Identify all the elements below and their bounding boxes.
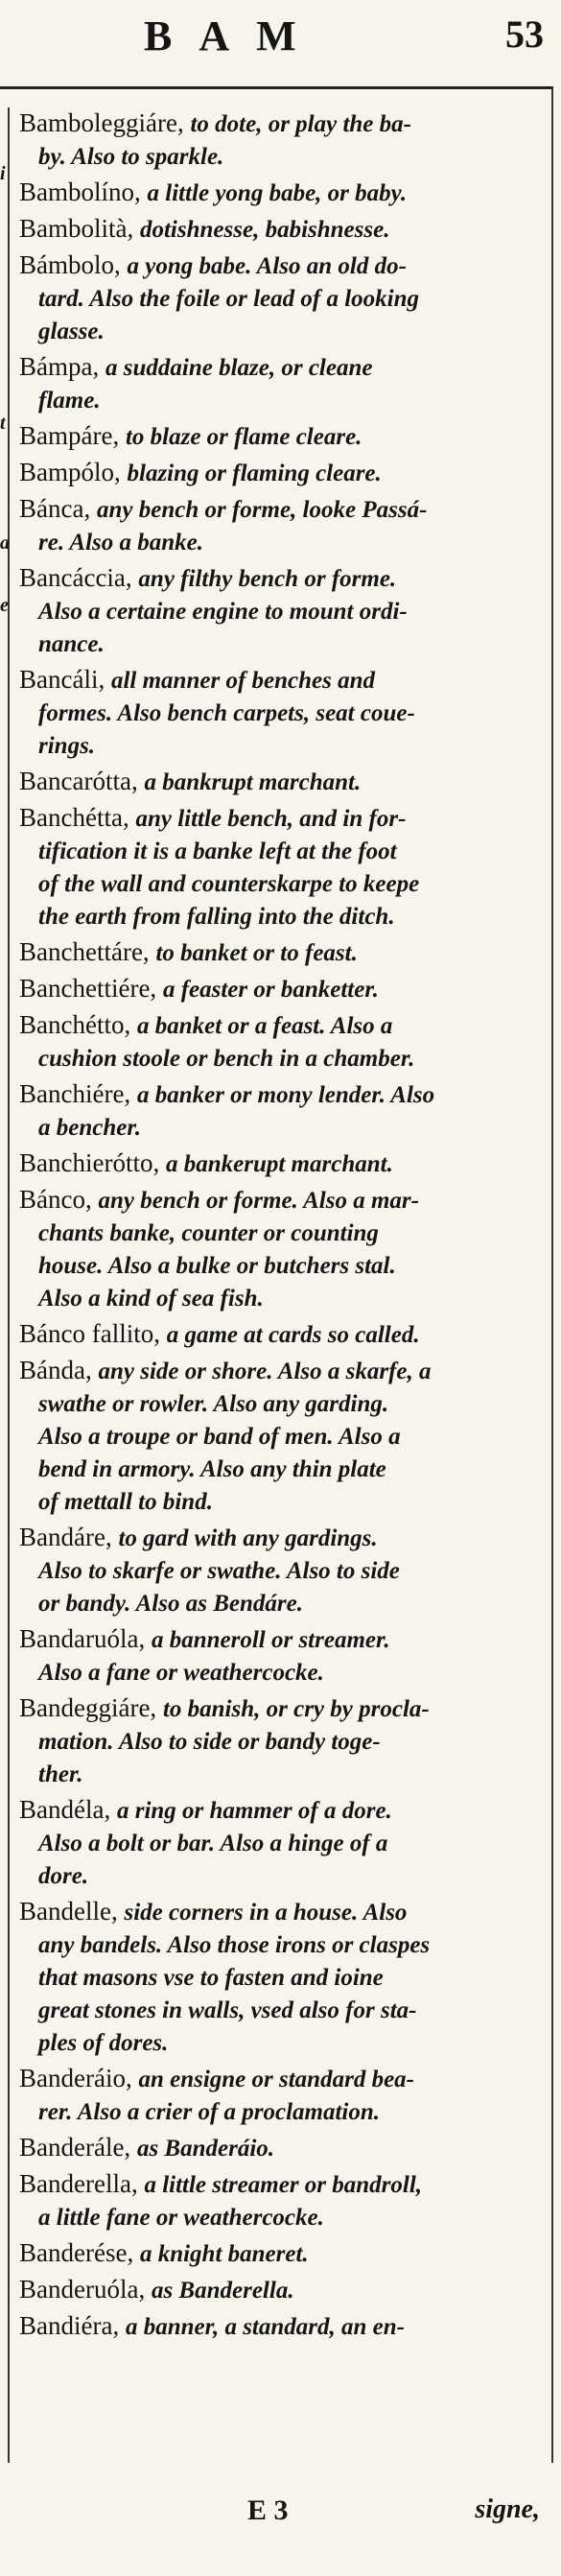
- entry-line: [19, 2237, 548, 2270]
- definition-text: a yong babe. Also an old do-: [127, 253, 407, 279]
- dictionary-entry: [19, 1078, 548, 1144]
- entry-line: [19, 1794, 548, 1827]
- entry-line: [19, 1453, 548, 1485]
- margin-fragment: a: [0, 532, 10, 554]
- definition-text: of mettall to bind.: [38, 1489, 213, 1515]
- definition-text: bend in armory. Also any thin plate: [38, 1456, 386, 1482]
- margin-fragment: i: [0, 163, 6, 184]
- right-column-rule: [551, 88, 553, 2463]
- definition-text: house. Also a bulke or butchers stal.: [38, 1253, 396, 1279]
- entry-line: [19, 1896, 548, 1928]
- headword: Banchiére,: [19, 1079, 131, 1108]
- headword: Banchierótto,: [19, 1148, 160, 1177]
- definition-text: to blaze or flame cleare.: [125, 424, 362, 450]
- entry-line: [19, 282, 548, 315]
- definition-text: any little bench, and in for-: [135, 806, 407, 832]
- definition-text: cushion stoole or bench in a chamber.: [38, 1046, 415, 1072]
- headword: Bánco,: [19, 1185, 92, 1214]
- definition-text: a bankerupt marchant.: [165, 1151, 393, 1177]
- entry-line: [19, 384, 548, 416]
- entry-line: [19, 249, 548, 282]
- entry-line: [19, 315, 548, 347]
- definition-text: a ring or hammer of a dore.: [116, 1798, 392, 1824]
- definition-text: ples of dores.: [38, 2030, 169, 2056]
- entry-line: [19, 1217, 548, 1249]
- dictionary-entry: [19, 213, 548, 246]
- headword: Bandéla,: [19, 1795, 111, 1824]
- entry-line: [19, 1009, 548, 1042]
- dictionary-entries: [19, 107, 548, 2347]
- headword: Banchétto,: [19, 1010, 131, 1039]
- definition-text: to dote, or play the ba-: [190, 111, 411, 137]
- headword: Bandiéra,: [19, 2311, 120, 2340]
- entry-line: [19, 1827, 548, 1859]
- definition-text: chants banke, counter or counting: [38, 1220, 379, 1246]
- definition-text: dore.: [38, 1863, 89, 1889]
- definition-text: an ensigne or standard bea-: [138, 2067, 414, 2092]
- entry-line: [19, 2274, 548, 2306]
- definition-text: re. Also a banke.: [38, 530, 203, 555]
- entry-line: [19, 562, 548, 595]
- definition-text: great stones in walls, vsed also for sta-: [38, 1997, 417, 2023]
- dictionary-entry: [19, 2132, 548, 2164]
- entry-line: [19, 1656, 548, 1689]
- definition-text: to banish, or cry by procla-: [162, 1696, 430, 1722]
- definition-text: a bankrupt marchant.: [144, 769, 362, 795]
- headword: Bandeggiáre,: [19, 1693, 157, 1722]
- definition-text: a banner, a standard, an en-: [125, 2314, 405, 2340]
- entry-line: [19, 973, 548, 1005]
- entry-line: [19, 1042, 548, 1075]
- entry-line: [19, 1249, 548, 1282]
- entry-line: [19, 493, 548, 526]
- dictionary-entry: [19, 1623, 548, 1689]
- definition-text: rer. Also a crier of a proclamation.: [38, 2099, 381, 2125]
- definition-text: that masons vse to fasten and ioine: [38, 1965, 384, 1991]
- catchword: signe,: [475, 2494, 540, 2524]
- headword: Bancáli,: [19, 665, 105, 694]
- dictionary-entry: [19, 802, 548, 933]
- definition-text: flame.: [38, 388, 101, 414]
- headword: Bánda,: [19, 1356, 92, 1384]
- entry-line: [19, 1318, 548, 1351]
- definition-text: nance.: [38, 631, 105, 657]
- headword: Bambolíno,: [19, 177, 141, 206]
- definition-text: as Banderáio.: [136, 2136, 275, 2162]
- entry-line: [19, 697, 548, 729]
- dictionary-entry: [19, 562, 548, 660]
- entry-line: [19, 1554, 548, 1587]
- dictionary-entry: [19, 1355, 548, 1518]
- headword: Banchétta,: [19, 803, 129, 832]
- headword: Banderuóla,: [19, 2275, 146, 2304]
- headword: Banchettiére,: [19, 974, 157, 1003]
- dictionary-entry: [19, 457, 548, 489]
- definition-text: a suddaine blaze, or cleane: [105, 355, 373, 381]
- dictionary-entry: [19, 936, 548, 969]
- dictionary-entry: [19, 420, 548, 453]
- dictionary-entry: [19, 766, 548, 798]
- entry-line: [19, 1994, 548, 2026]
- headword: Bandelle,: [19, 1897, 118, 1926]
- definition-text: by. Also to sparkle.: [38, 144, 224, 170]
- entry-line: [19, 2063, 548, 2095]
- dictionary-entry: [19, 1794, 548, 1892]
- dictionary-entry: [19, 973, 548, 1005]
- entry-line: [19, 627, 548, 660]
- entry-line: [19, 2026, 548, 2059]
- entry-line: [19, 1623, 548, 1656]
- dictionary-entry: [19, 493, 548, 558]
- running-header: [0, 0, 561, 86]
- headword: Bamboleggiáre,: [19, 108, 184, 137]
- definition-text: a little fane or weathercocke.: [38, 2205, 324, 2231]
- definition-text: Also a fane or weathercocke.: [38, 1660, 324, 1686]
- definition-text: as Banderella.: [151, 2278, 294, 2304]
- dictionary-entry: [19, 1896, 548, 2059]
- entry-line: [19, 1078, 548, 1111]
- definition-text: tard. Also the foile or lead of a looking: [38, 286, 419, 312]
- margin-fragment: e: [0, 595, 9, 616]
- definition-text: of the wall and counterskarpe to keepe: [38, 871, 420, 897]
- entry-line: [19, 2095, 548, 2128]
- entry-line: [19, 1758, 548, 1790]
- definition-text: any bench or forme, looke Passá-: [96, 497, 428, 523]
- definition-text: blazing or flaming cleare.: [127, 461, 382, 486]
- definition-text: dotishnesse, babishnesse.: [139, 217, 390, 243]
- entry-line: [19, 2168, 548, 2201]
- entry-line: [19, 1859, 548, 1892]
- definition-text: Also to skarfe or swathe. Also to side: [38, 1558, 400, 1584]
- definition-text: a knight baneret.: [139, 2241, 309, 2267]
- dictionary-entry: [19, 1692, 548, 1790]
- definition-text: rings.: [38, 733, 96, 759]
- entry-line: [19, 1420, 548, 1453]
- entry-line: [19, 802, 548, 835]
- definition-text: any bench or forme. Also a mar-: [98, 1188, 419, 1214]
- entry-line: [19, 1961, 548, 1994]
- entry-line: [19, 1692, 548, 1725]
- definition-text: any bandels. Also those irons or claspes: [38, 1932, 431, 1958]
- definition-text: mation. Also to side or bandy toge-: [38, 1729, 381, 1755]
- definition-text: Also a troupe or band of men. Also a: [38, 1424, 401, 1450]
- headword: Bánca,: [19, 494, 91, 523]
- entry-line: [19, 351, 548, 384]
- entry-line: [19, 420, 548, 453]
- definition-text: formes. Also bench carpets, seat coue-: [38, 700, 415, 726]
- definition-text: a banker or mony lender. Also: [136, 1082, 435, 1108]
- entry-line: [19, 1928, 548, 1961]
- dictionary-entry: [19, 107, 548, 173]
- entry-line: [19, 900, 548, 933]
- definition-text: side corners in a house. Also: [124, 1900, 408, 1926]
- entry-line: [19, 936, 548, 969]
- entry-line: [19, 213, 548, 246]
- dictionary-entry: [19, 2274, 548, 2306]
- headword: Banchettáre,: [19, 937, 150, 966]
- dictionary-entry: [19, 664, 548, 762]
- entry-line: [19, 140, 548, 173]
- definition-text: the earth from falling into the ditch.: [38, 904, 395, 930]
- entry-line: [19, 766, 548, 798]
- definition-text: a banneroll or streamer.: [151, 1627, 390, 1653]
- definition-text: Also a bolt or bar. Also a hinge of a: [38, 1831, 388, 1856]
- definition-text: to banket or to feast.: [155, 940, 358, 966]
- margin-fragment: t: [0, 413, 6, 434]
- headword: Bámbolo,: [19, 250, 121, 279]
- headword: Bancarótta,: [19, 767, 138, 795]
- entry-line: [19, 1184, 548, 1217]
- definition-text: a little streamer or bandroll,: [144, 2172, 423, 2198]
- entry-line: [19, 177, 548, 209]
- definition-text: Also a kind of sea fish.: [38, 1286, 264, 1312]
- entry-line: [19, 1587, 548, 1619]
- dictionary-entry: [19, 2168, 548, 2233]
- entry-line: [19, 835, 548, 867]
- headword: Bancáccia,: [19, 563, 132, 592]
- entry-line: [19, 526, 548, 558]
- entry-line: [19, 2201, 548, 2233]
- headword: Bampólo,: [19, 458, 121, 486]
- entry-line: [19, 1147, 548, 1180]
- entry-line: [19, 1387, 548, 1420]
- entry-line: [19, 1485, 548, 1518]
- dictionary-entry: [19, 1318, 548, 1351]
- entry-line: [19, 867, 548, 900]
- dictionary-entry: [19, 1009, 548, 1075]
- definition-text: tification it is a banke left at the foot: [38, 839, 397, 864]
- entry-line: [19, 1282, 548, 1314]
- entry-line: [19, 1111, 548, 1144]
- definition-text: or bandy. Also as Bendáre.: [38, 1591, 303, 1617]
- entry-line: [19, 2310, 548, 2343]
- headword: Bandaruóla,: [19, 1624, 146, 1653]
- dictionary-entry: [19, 1184, 548, 1314]
- definition-text: a game at cards so called.: [166, 1322, 420, 1348]
- entry-line: [19, 729, 548, 762]
- definition-text: any filthy bench or forme.: [138, 566, 397, 592]
- header-rule: [0, 86, 553, 89]
- entry-line: [19, 2132, 548, 2164]
- definition-text: swathe or rowler. Also any garding.: [38, 1391, 389, 1417]
- headword: Banderále,: [19, 2133, 131, 2162]
- headword: Banderáio,: [19, 2064, 132, 2092]
- definition-text: any side or shore. Also a skarfe, a: [98, 1359, 432, 1384]
- definition-text: Also a certaine engine to mount ordi-: [38, 599, 408, 625]
- entry-line: [19, 595, 548, 627]
- dictionary-entry: [19, 249, 548, 347]
- headword: Bandáre,: [19, 1523, 112, 1551]
- headword: Bámpa,: [19, 352, 100, 381]
- entry-line: [19, 664, 548, 697]
- definition-text: to gard with any gardings.: [118, 1525, 378, 1551]
- headword: Bampáre,: [19, 421, 120, 450]
- headword: Bánco fallito,: [19, 1319, 160, 1348]
- signature-mark: E 3: [247, 2494, 289, 2526]
- dictionary-entry: [19, 351, 548, 416]
- definition-text: all manner of benches and: [110, 668, 375, 694]
- definition-text: a little yong babe, or baby.: [147, 180, 408, 206]
- entry-line: [19, 1725, 548, 1758]
- entry-line: [19, 107, 548, 140]
- definition-text: a bencher.: [38, 1115, 141, 1141]
- page-number: 53: [505, 12, 544, 56]
- dictionary-entry: [19, 2310, 548, 2343]
- definition-text: glasse.: [38, 319, 105, 344]
- headword: Banderése,: [19, 2238, 134, 2267]
- entry-line: [19, 457, 548, 489]
- headword: Bambolità,: [19, 214, 134, 243]
- entry-line: [19, 1355, 548, 1387]
- dictionary-entry: [19, 2237, 548, 2270]
- page-footer: [0, 2494, 561, 2576]
- definition-text: a banket or a feast. Also a: [136, 1013, 393, 1039]
- running-title: BAM: [144, 12, 323, 59]
- dictionary-entry: [19, 2063, 548, 2128]
- definition-text: a feaster or banketter.: [162, 977, 379, 1003]
- entry-line: [19, 1522, 548, 1554]
- dictionary-entry: [19, 1147, 548, 1180]
- dictionary-entry: [19, 1522, 548, 1619]
- left-column-rule: [8, 107, 10, 2463]
- headword: Banderella,: [19, 2169, 138, 2198]
- definition-text: ther.: [38, 1761, 83, 1787]
- dictionary-entry: [19, 177, 548, 209]
